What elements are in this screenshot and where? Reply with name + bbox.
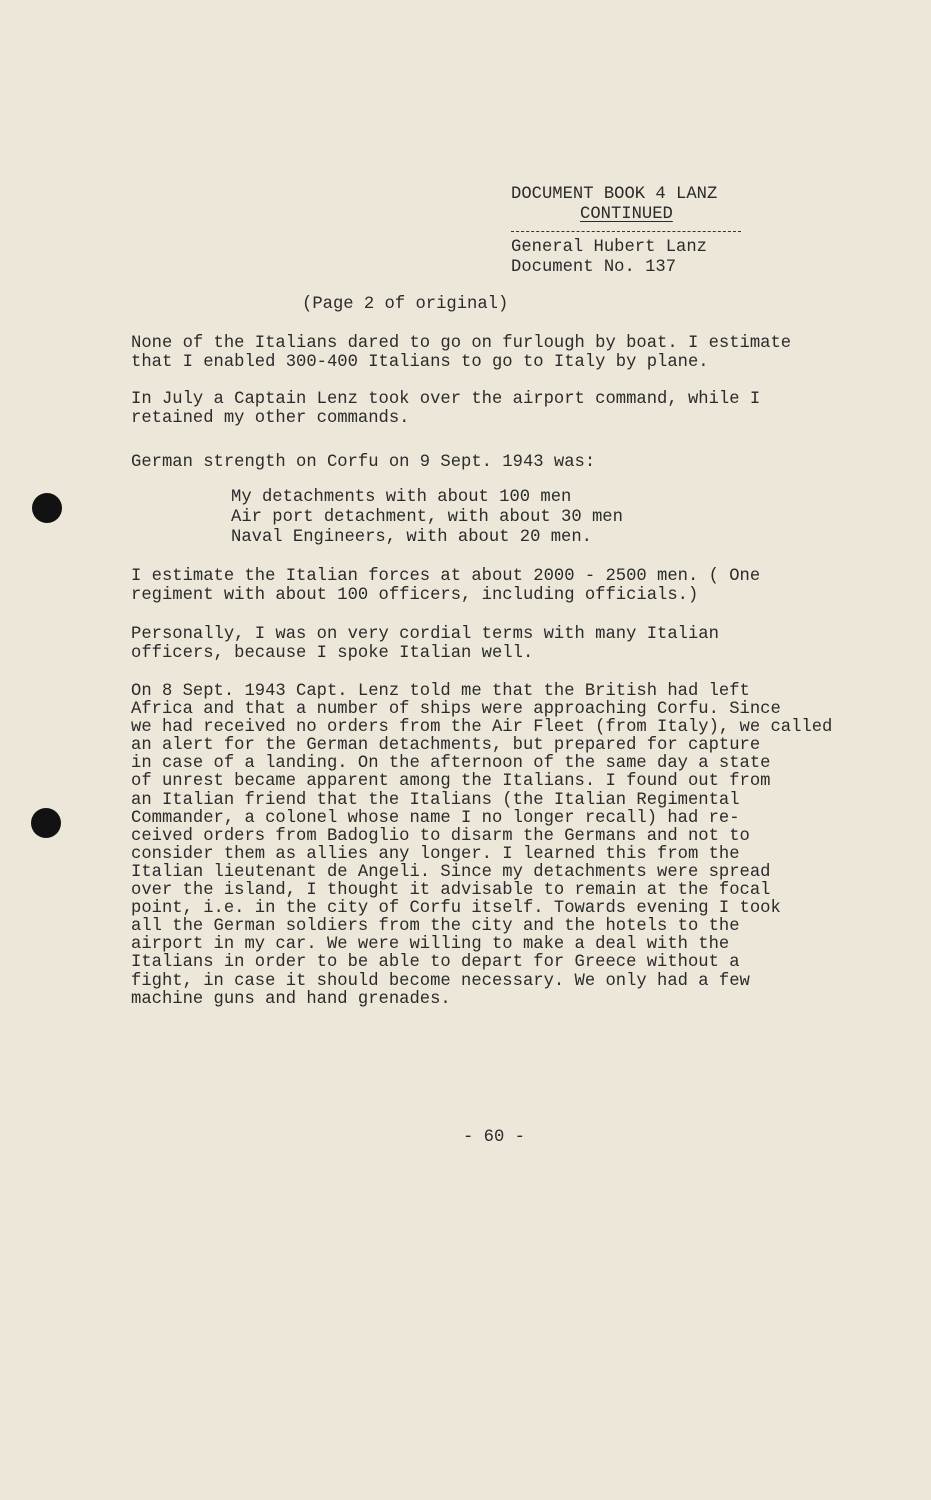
header-title: DOCUMENT BOOK 4 LANZ bbox=[511, 185, 718, 204]
list-item: My detachments with about 100 men bbox=[231, 488, 572, 507]
strength-list bbox=[231, 488, 623, 548]
header-continued: CONTINUED bbox=[580, 205, 673, 224]
paragraph-furlough: None of the Italians dared to go on furlough by boat. I estimate that I enabled 300-400 Italians to go to Italy by plane. bbox=[131, 334, 792, 372]
paragraph-personal-relations: Personally, I was on very cordial terms with many Italian officers, because I spoke Italian well. bbox=[131, 625, 719, 663]
punch-hole bbox=[32, 493, 62, 523]
paragraph-german-strength: German strength on Corfu on 9 Sept. 1943 was: bbox=[131, 453, 596, 472]
header-divider bbox=[511, 231, 741, 232]
page-number: - 60 - bbox=[463, 1128, 525, 1147]
list-item: Air port detachment, with about 30 men bbox=[231, 508, 623, 527]
punch-hole bbox=[31, 808, 61, 838]
list-item: Naval Engineers, with about 20 men. bbox=[231, 528, 592, 547]
header-author: General Hubert Lanz bbox=[511, 238, 707, 257]
document-header bbox=[511, 185, 741, 278]
header-document-number: Document No. 137 bbox=[511, 258, 677, 277]
paragraph-italian-forces: I estimate the Italian forces at about 2000 - 2500 men. ( One regiment with about 100 officers, including officials.) bbox=[131, 567, 761, 605]
page-reference: (Page 2 of original) bbox=[302, 295, 509, 314]
paragraph-airport-command: In July a Captain Lenz took over the airport command, while I retained my other commands. bbox=[131, 390, 761, 428]
paragraph-events-8-sept: On 8 Sept. 1943 Capt. Lenz told me that the British had left Africa and that a number of ships were approaching Corfu. Since we had received no orders from the Air Fleet (from Italy), we called an alert for the German detachments, but prepared for capture in case of a landing. On the afternoon of the same day a state of unrest became apparent among the Italians. I found out from an Italian friend that the Italians (the Italian Regimental Commander, a colonel whose name I no longer recall) had re- ceived orders from Badoglio to disarm the Germans and not to consider them as allies any longer. I learned this from the Italian lieutenant de Angeli. Since my detachments were spread over the island, I thought it advisable to remain at the focal point, i.e. in the city of Corfu itself. Towards evening I took all the German soldiers from the city and the hotels to the airport in my car. We were willing to make a deal with the Italians in order to be able to depart for Greece without a fight, in case it should become necessary. We only had a few machine guns and hand grenades. bbox=[131, 682, 833, 1009]
